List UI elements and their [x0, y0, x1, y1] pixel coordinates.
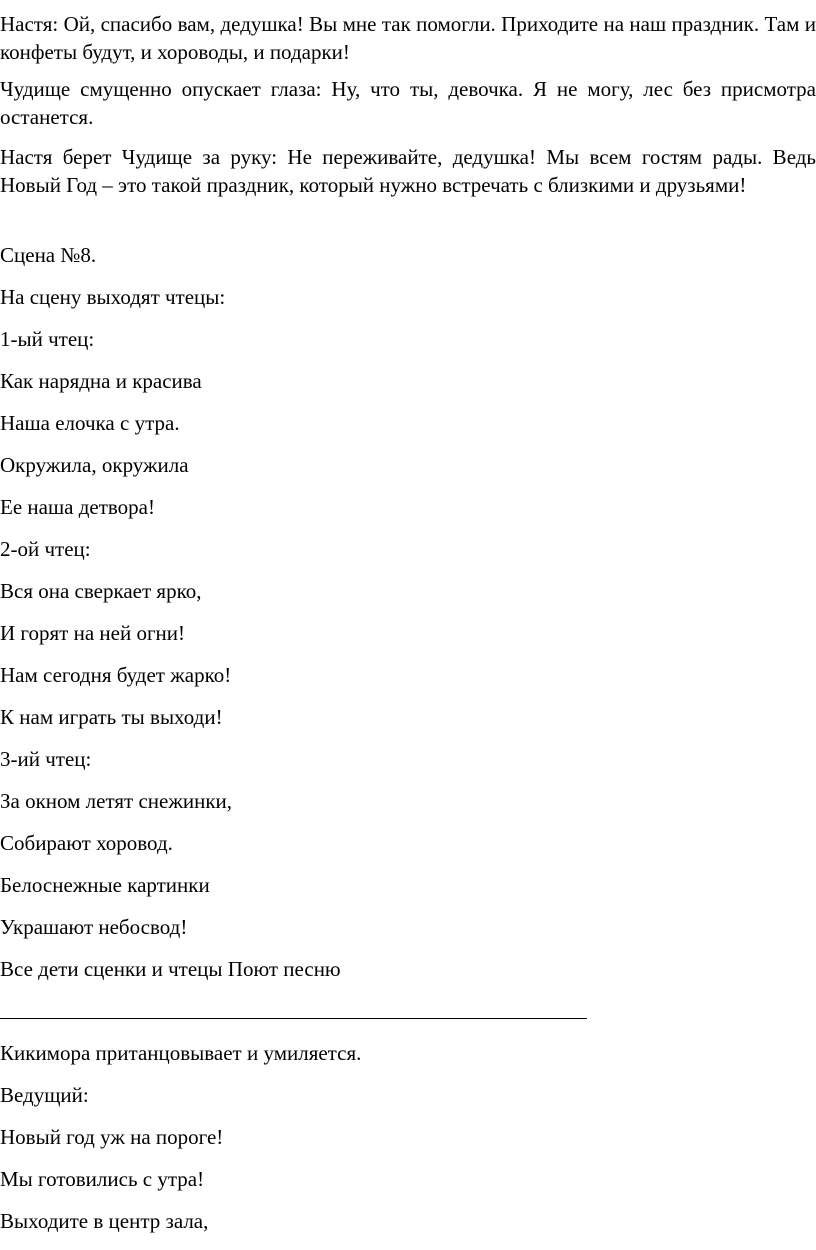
paragraph-nastya-thanks: Настя: Ой, спасибо вам, дедушка! Вы мне так помогли. Приходите на наш праздник. Там и конфеты будут, и хороводы, и подарки! [0, 12, 816, 64]
verse-line: Как нарядна и красива [0, 369, 202, 393]
verse-line: И горят на ней огни! [0, 621, 186, 645]
verse-line: Вся она сверкает ярко, [0, 579, 202, 603]
verse-line: Украшают небосвод! [0, 915, 188, 939]
speaker-label: Ведущий: [0, 1083, 89, 1107]
verse-line: Нам сегодня будет жарко! [0, 663, 232, 687]
verse-line: Выходите в центр зала, [0, 1209, 209, 1233]
speaker-label: 2-ой чтец: [0, 537, 91, 561]
verse-line: Окружила, окружила [0, 453, 189, 477]
stage-direction: Кикимора пританцовывает и умиляется. [0, 1041, 362, 1065]
speaker-label: 3-ий чтец: [0, 747, 92, 771]
verse-line: Мы готовились с утра! [0, 1167, 205, 1191]
verse-line: К нам играть ты выходи! [0, 705, 223, 729]
speaker-label: 1-ый чтец: [0, 327, 95, 351]
stage-direction: Все дети сценки и чтецы Поют песню [0, 957, 341, 981]
verse-line: Новый год уж на пороге! [0, 1125, 224, 1149]
verse-line: Ее наша детвора! [0, 495, 155, 519]
stage-direction: На сцену выходят чтецы: [0, 285, 226, 309]
scene-heading: Сцена №8. [0, 243, 97, 267]
paragraph-nastya-takes-hand: Настя берет Чудище за руку: Не переживайте, дедушка! Мы всем гостям рады. Ведь Новый Год – это такой праздник, который нужно встречать с близкими и друзьями! [0, 145, 816, 197]
verse-line: За окном летят снежинки, [0, 789, 233, 813]
song-title-underline [0, 1018, 587, 1019]
verse-line: Белоснежные картинки [0, 873, 210, 897]
verse-line: Наша елочка с утра. [0, 411, 180, 435]
paragraph-monster-reply: Чудище смущенно опускает глаза: Ну, что ты, девочка. Я не могу, лес без присмотра останется. [0, 77, 816, 129]
verse-line: Собирают хоровод. [0, 831, 173, 855]
